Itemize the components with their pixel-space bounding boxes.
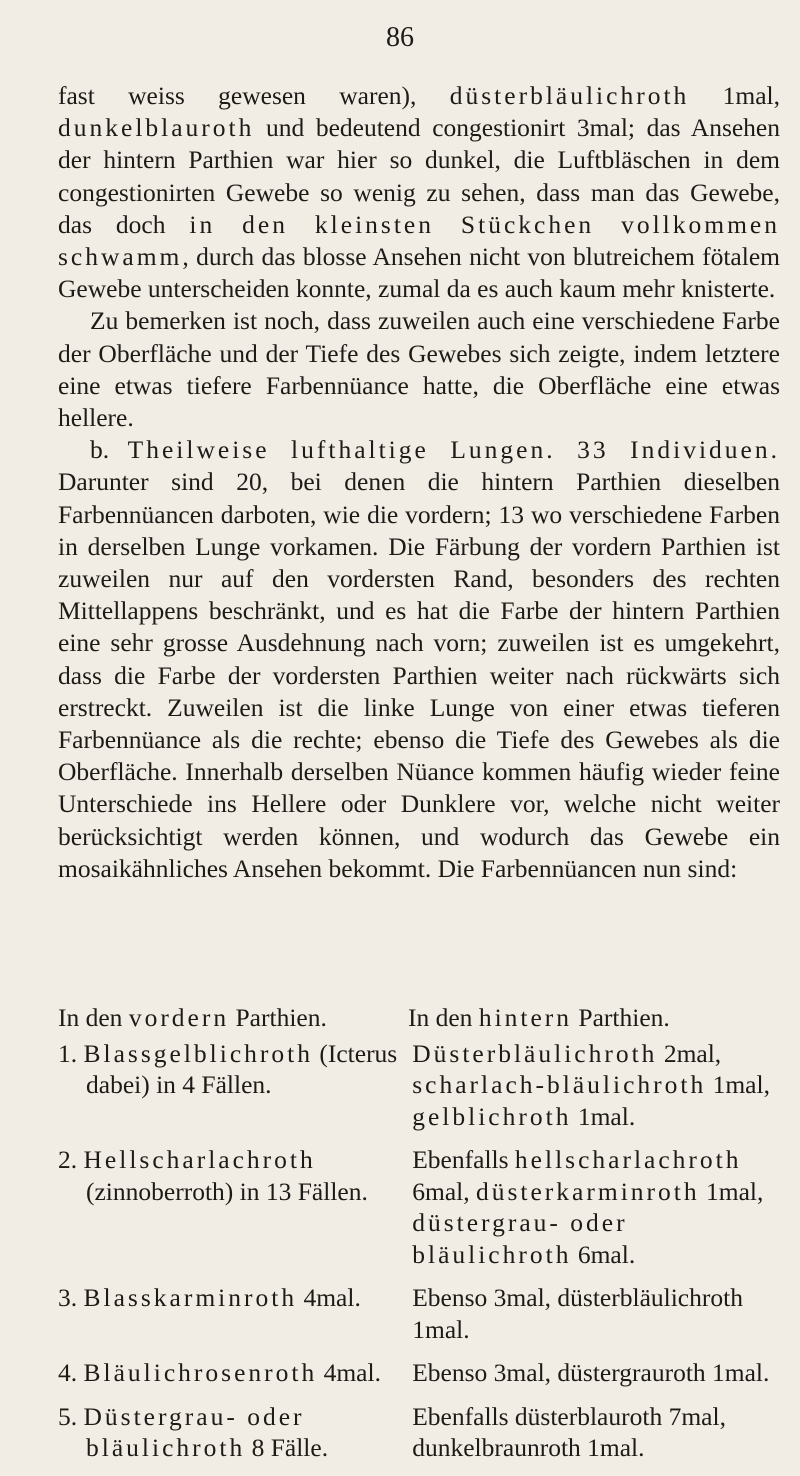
back-cell — [412, 1357, 780, 1389]
text-run: Ebenfalls düsterblauroth 7mal, dunkelbraunroth 1mal. — [412, 1401, 726, 1462]
text-run: 1mal. — [571, 1101, 636, 1131]
text-run: 2. — [58, 1145, 84, 1174]
spaced-text: Düstergrau- oder bläulichroth — [83, 1401, 305, 1462]
front-cell — [58, 1282, 412, 1345]
text-run: (zinnoberroth) in 13 Fällen. — [86, 1176, 368, 1206]
front-cell — [58, 1144, 412, 1270]
text-run: 8 Fälle. — [245, 1433, 329, 1462]
text-run: 3. — [58, 1283, 84, 1312]
page-number: 86 — [386, 22, 414, 53]
spaced-text: scharlach-bläulichroth — [412, 1070, 707, 1099]
table-row — [58, 1357, 780, 1389]
spaced-text: hellscharlachroth — [514, 1145, 742, 1174]
text-run: 1mal, — [689, 81, 780, 110]
text-run: 6mal. — [571, 1239, 636, 1269]
paragraph — [58, 305, 780, 434]
back-cell — [412, 1282, 780, 1345]
text-run: und bedeutend congestionirt 3mal; das Ansehen der hintern Parthien war hier so dunkel, die Luftbläschen in dem congestionirten Gewebe so wenig zu sehen, dass man das Gewebe, das doch — [58, 113, 780, 239]
table-row — [58, 1038, 780, 1133]
spaced-text: hintern — [478, 1003, 573, 1032]
spaced-text: Theilweise lufthaltige Lungen. 33 Individuen. — [127, 435, 780, 465]
spaced-text: gelblichroth — [412, 1101, 572, 1131]
text-run: Ebenfalls — [412, 1145, 515, 1174]
table-row — [58, 1144, 780, 1270]
spaced-text: düsterkarminroth — [475, 1176, 700, 1206]
text-run: 1mal, — [706, 1070, 770, 1099]
spaced-text: dunkelblauroth — [58, 113, 255, 143]
text-run: b. — [90, 435, 128, 465]
text-run: In den — [58, 1003, 129, 1032]
text-run: Parthien. — [229, 1003, 327, 1032]
text-run: 1. — [58, 1038, 84, 1068]
text-run: 6mal, — [412, 1176, 476, 1206]
text-run: 4mal. — [317, 1358, 381, 1387]
back-cell — [412, 1144, 780, 1270]
text-run: Darunter sind 20, bei denen die hintern Parthien dieselben Farbennüancen darboten, wie die vordern; 13 wo verschiedene Farben in derselben Lunge vorkamen. Die Färbung der vordern Parthien ist zuweilen nur auf den vordersten Rand, besonders des rechten Mittellappens beschränkt, und es hat die Farbe der hintern Parthien eine sehr grosse Ausdehnung nach vorn; zuweilen ist es umgekehrt, dass die Farbe der vordersten Parthien weiter nach rückwärts sich erstreckt. Zuweilen ist die linke Lunge von einer etwas tieferen Farbennüance als die rechte; ebenso die Tiefe des Gewebes als die Oberfläche. Innerhalb derselben Nüance kommen häufig wieder feine Unterschiede ins Hellere oder Dunklere vor, welche nicht weiter berücksichtigt werden können, und wodurch das Gewebe ein mosaikähnliches Ansehen bekommt. Die Farbennüancen nun sind: — [58, 467, 780, 883]
front-cell — [58, 1038, 412, 1133]
spaced-text: Blassgelblichroth — [83, 1038, 313, 1068]
text-run: fast weiss gewesen waren), — [58, 81, 450, 110]
paragraph — [58, 80, 780, 305]
back-cell — [412, 1401, 780, 1464]
text-run: 1mal, — [699, 1176, 764, 1206]
spaced-text: düsterbläulichroth — [449, 81, 690, 110]
text-run: 5. — [58, 1401, 84, 1431]
text-run: Zu bemerken ist noch, dass zuweilen auch eine verschiedene Farbe der Oberfläche und der Tiefe des Gewebes sich zeigte, indem letztere eine etwas tiefere Farbennüance hatte, die Oberfläche eine etwas hellere. — [58, 306, 780, 433]
text-run: In den — [408, 1003, 479, 1032]
spaced-text: düstergrau- oder bläulichroth — [412, 1208, 628, 1269]
spaced-text: Düsterbläulichroth — [412, 1038, 658, 1068]
text-run: , durch das blosse Ansehen nicht von blutreichem fötalem Gewebe unterscheiden konnte, zumal da es auch kaum mehr knisterte. — [58, 242, 780, 304]
text-run: Ebenso 3mal, düstergrauroth 1mal. — [412, 1358, 770, 1387]
text-run: Ebenso 3mal, düsterbläulichroth 1mal. — [412, 1283, 743, 1344]
table-row — [58, 1282, 780, 1345]
front-cell — [58, 1357, 412, 1389]
table-header-row — [58, 1002, 780, 1034]
spaced-text: Hellscharlachroth — [83, 1145, 316, 1174]
text-run: Parthien. — [572, 1003, 670, 1032]
text-run: 4mal. — [297, 1283, 361, 1312]
table-row — [58, 1401, 780, 1464]
body-text — [58, 80, 780, 885]
back-cell — [412, 1038, 780, 1133]
paragraph — [58, 434, 780, 885]
text-run: 4. — [58, 1358, 84, 1387]
front-cell — [58, 1401, 412, 1464]
column-header-back — [408, 1002, 780, 1034]
text-run: 2mal, — [657, 1038, 722, 1068]
spaced-text: in den kleinsten Stückchen vollkommen schwamm — [58, 209, 780, 272]
spaced-text: vordern — [128, 1003, 230, 1032]
text-run: (Icterus dabei) in 4 Fällen. — [86, 1038, 398, 1099]
color-table — [58, 1002, 780, 1476]
column-header-front — [58, 1002, 388, 1034]
spaced-text: Blasskarminroth — [83, 1283, 298, 1312]
spaced-text: Bläulichrosenroth — [83, 1358, 318, 1387]
